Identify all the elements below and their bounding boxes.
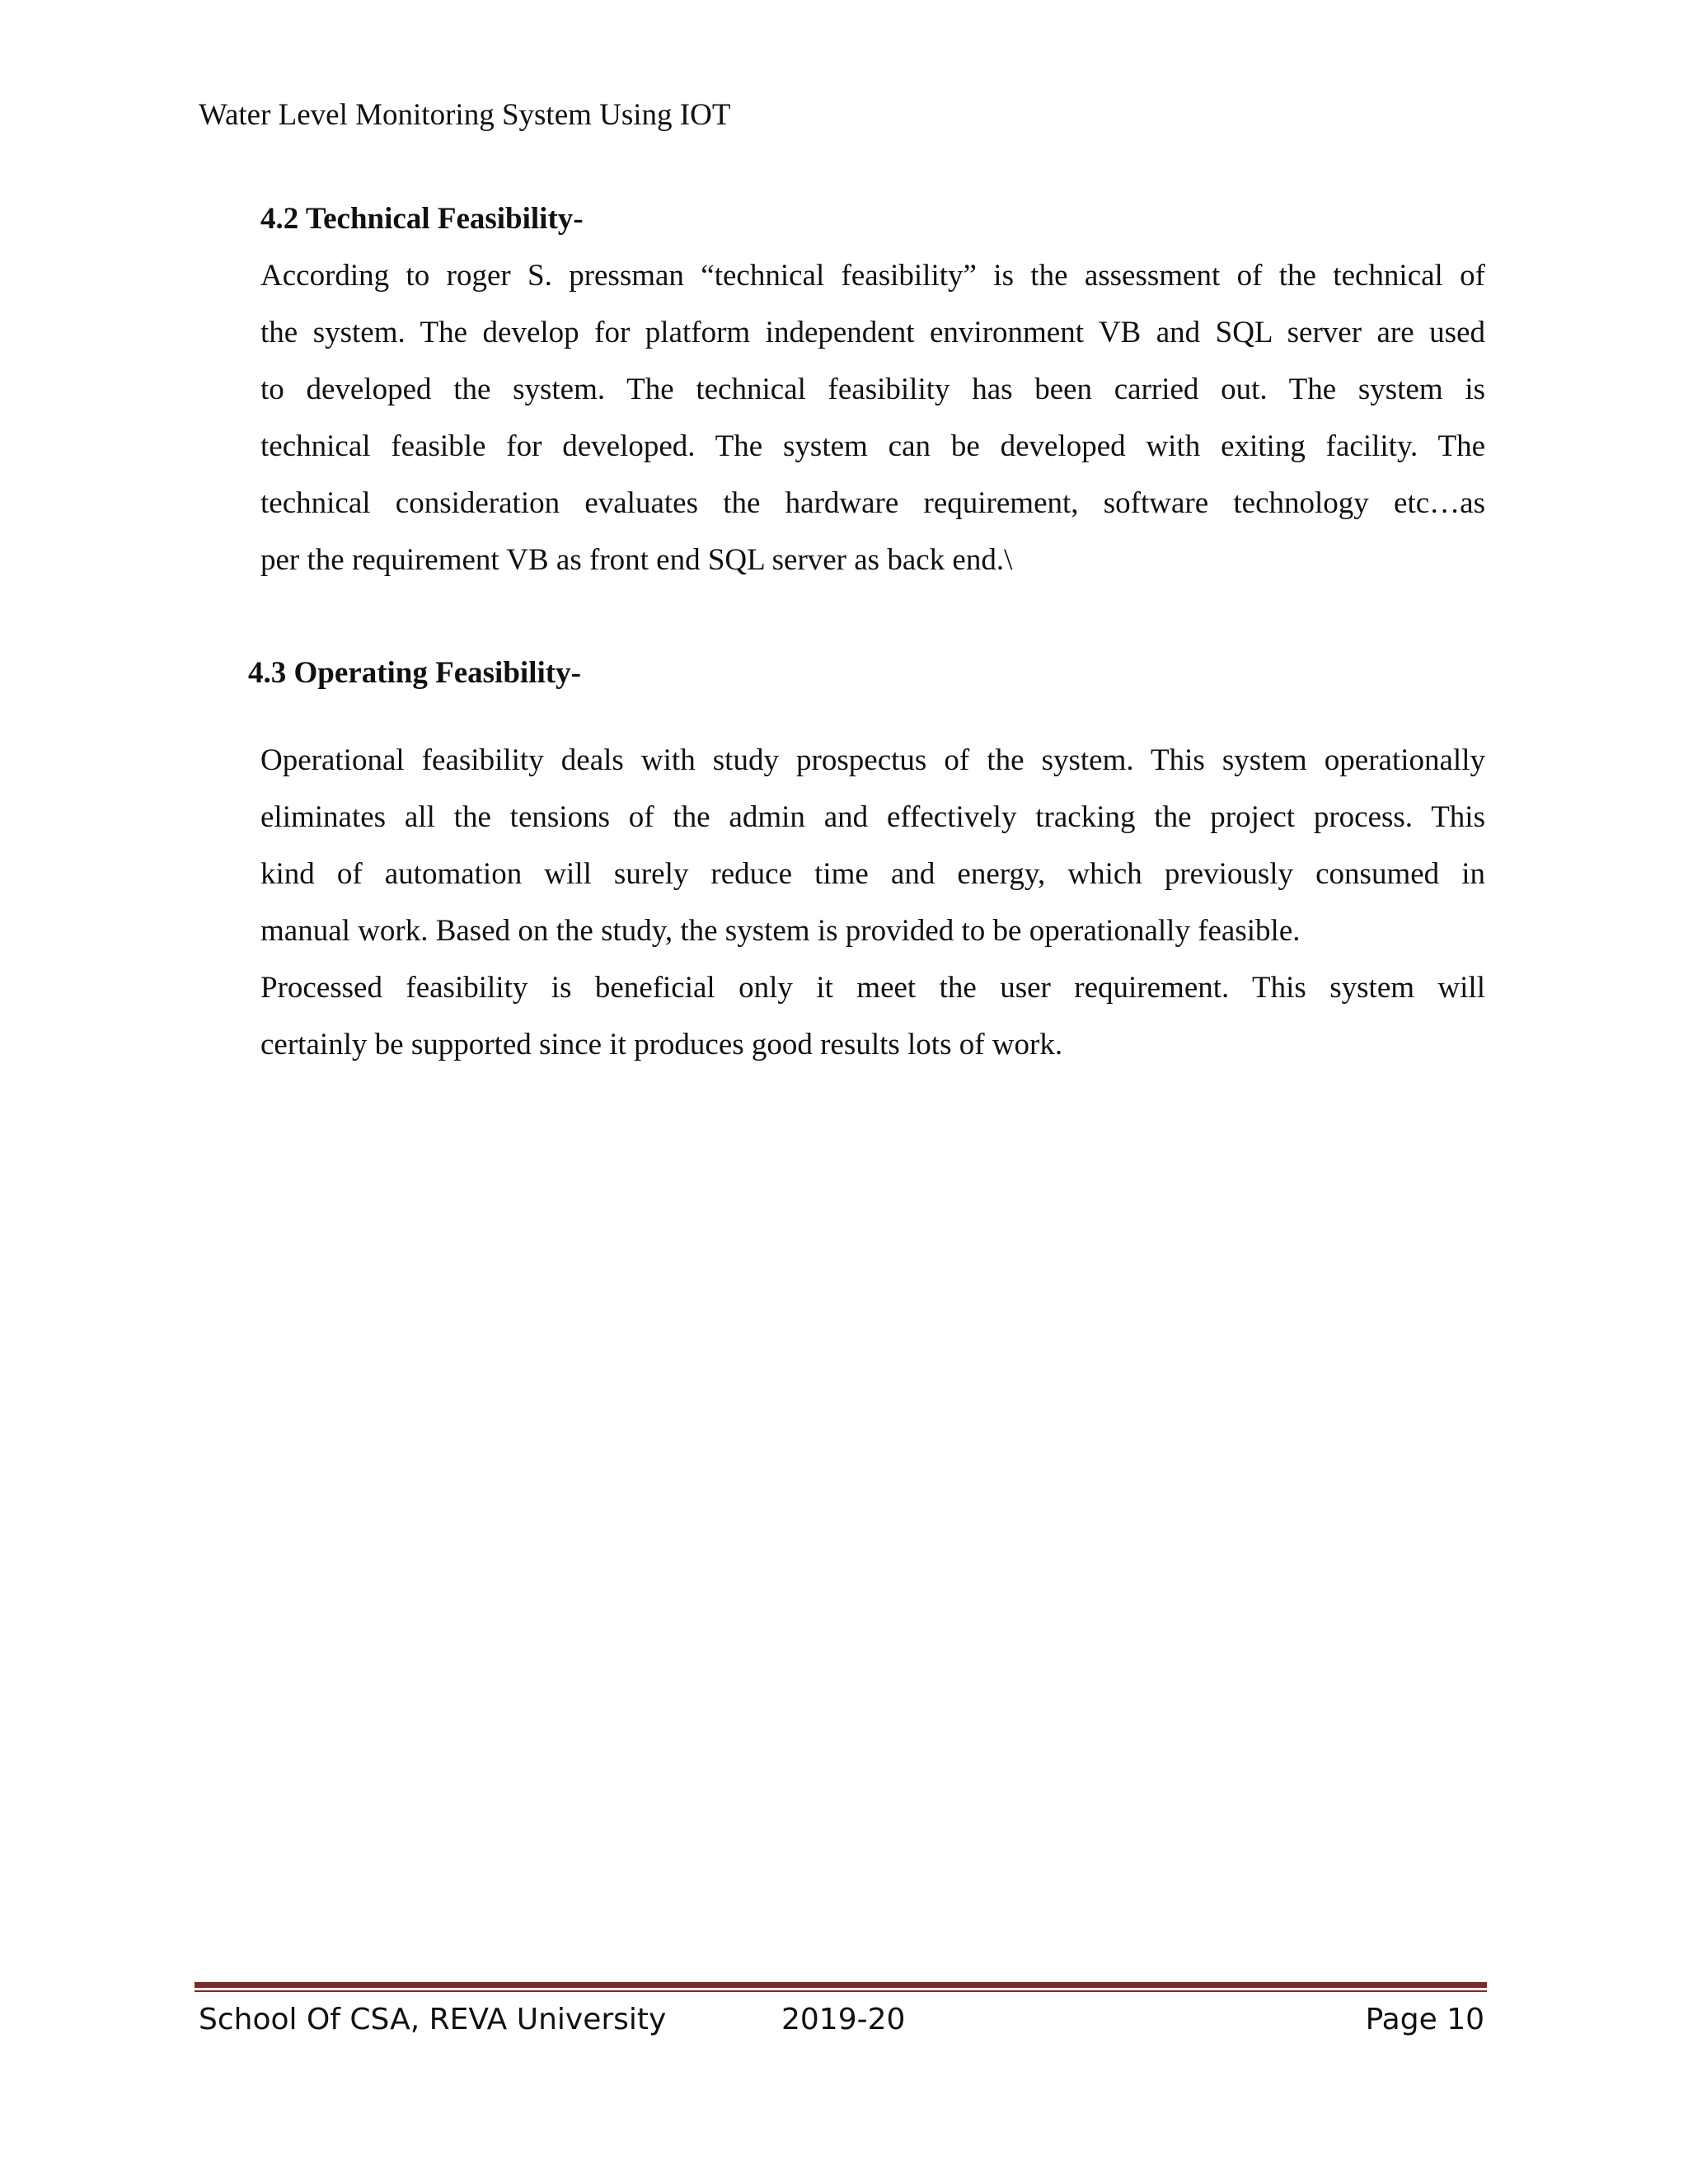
footer-rule-thick [195, 1982, 1487, 1988]
footer-school: School Of CSA, REVA University [199, 2003, 667, 2036]
footer-page-number: Page 10 [1365, 2003, 1484, 2036]
paragraph-line: eliminates all the tensions of the admin and effectively tracking the project process. This [260, 800, 1485, 834]
technical-feasibility-paragraph [260, 247, 1485, 588]
paragraph-line: manual work. Based on the study, the system is provided to be operationally feasible. [260, 914, 1301, 948]
paragraph-line: to developed the system. The technical feasibility has been carried out. The system is [260, 373, 1485, 406]
footer-year: 2019-20 [781, 2003, 906, 2036]
paragraph-line: Processed feasibility is beneficial only it meet the user requirement. This system will [260, 971, 1485, 1005]
paragraph-line: According to roger S. pressman “technical feasibility” is the assessment of the technical of [260, 259, 1485, 293]
section-heading-operating-feasibility: 4.3 Operating Feasibility- [248, 656, 581, 690]
paragraph-line: Operational feasibility deals with study prospectus of the system. This system operationally [260, 743, 1485, 777]
paragraph-line: technical feasible for developed. The system can be developed with exiting facility. The [260, 429, 1485, 463]
footer-rule-thin [195, 1990, 1487, 1992]
paragraph-line: the system. The develop for platform independent environment VB and SQL server are used [260, 316, 1485, 349]
paragraph-line: per the requirement VB as front end SQL server as back end.\ [260, 543, 1013, 577]
section-heading-technical-feasibility: 4.2 Technical Feasibility- [260, 202, 584, 236]
operating-feasibility-paragraph [260, 732, 1485, 1073]
paragraph-line: kind of automation will surely reduce time and energy, which previously consumed in [260, 857, 1485, 891]
page-header: Water Level Monitoring System Using IOT [199, 98, 731, 132]
paragraph-line: technical consideration evaluates the hardware requirement, software technology etc…as [260, 486, 1485, 520]
paragraph-line: certainly be supported since it produces good results lots of work. [260, 1028, 1063, 1062]
